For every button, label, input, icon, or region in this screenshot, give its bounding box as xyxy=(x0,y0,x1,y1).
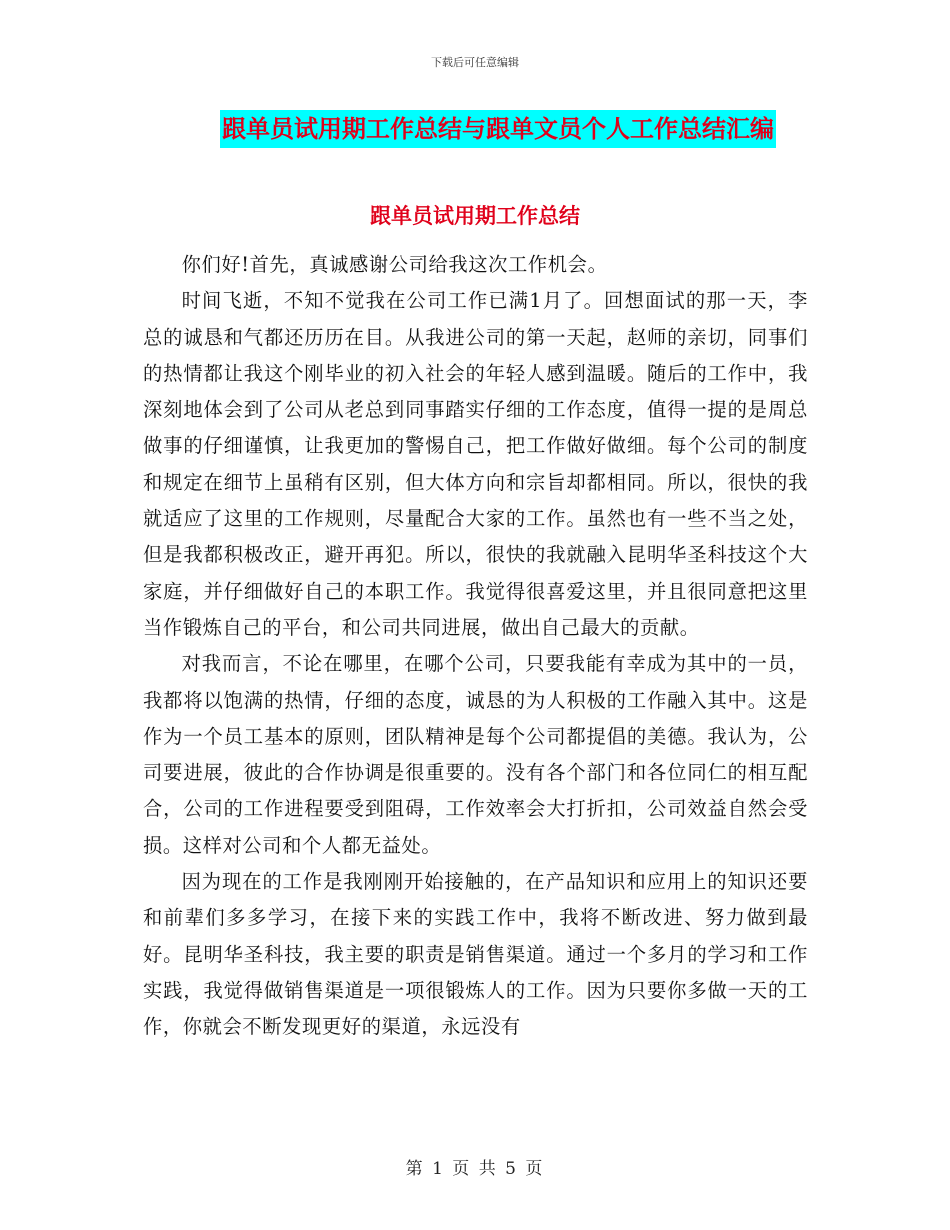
header-note: 下载后可任意编辑 xyxy=(431,56,519,69)
paragraph: 因为现在的工作是我刚刚开始接触的，在产品知识和应用上的知识还要和前辈们多多学习，在接下来的实践工作中，我将不断改进、努力做到最好。昆明华圣科技，我主要的职责是销售渠道。通过一个多月的学习和工作实践，我觉得做销售渠道是一项很锻炼人的工作。因为只要你多做一天的工作，你就会不断发现更好的渠道，永远没有 xyxy=(143,870,808,1039)
paragraph: 你们好!首先，真诚感谢公司给我这次工作机会。 xyxy=(181,253,608,276)
page-footer: 第 1 页 共 5 页 xyxy=(405,1159,545,1179)
paragraph: 时间飞逝，不知不觉我在公司工作已满1月了。回想面试的那一天，李总的诚恳和气都还历历在目。从我进公司的第一天起，赵师的亲切，同事们的热情都让我这个刚毕业的初入社会的年轻人感到温暖。随后的工作中，我深刻地体会到了公司从老总到同事踏实仔细的工作态度，值得一提的是周总做事的仔细谨慎，让我更加的警惕自己，把工作做好做细。每个公司的制度和规定在细节上虽稍有区别，但大体方向和宗旨却都相同。所以，很快的我就适应了这里的工作规则，尽量配合大家的工作。虽然也有一些不当之处，但是我都积极改正，避开再犯。所以，很快的我就融入昆明华圣科技这个大家庭，并仔细做好自己的本职工作。我觉得很喜爱这里，并且很同意把这里当作锻炼自己的平台，和公司共同进展，做出自己最大的贡献。 xyxy=(143,289,808,639)
body-text xyxy=(143,247,808,1046)
section-title: 跟单员试用期工作总结 xyxy=(370,204,580,228)
document-title-wrap xyxy=(0,110,950,148)
document-title: 跟单员试用期工作总结与跟单文员个人工作总结汇编 xyxy=(220,110,776,148)
paragraph: 对我而言，不论在哪里，在哪个公司，只要我能有幸成为其中的一员，我都将以饱满的热情，仔细的态度，诚恳的为人积极的工作融入其中。这是作为一个员工基本的原则，团队精神是每个公司都提倡的美德。我认为，公司要进展，彼此的合作协调是很重要的。没有各个部门和各位同仁的相互配合，公司的工作进程要受到阻碍，工作效率会大打折扣，公司效益自然会受损。这样对公司和个人都无益处。 xyxy=(143,652,808,857)
